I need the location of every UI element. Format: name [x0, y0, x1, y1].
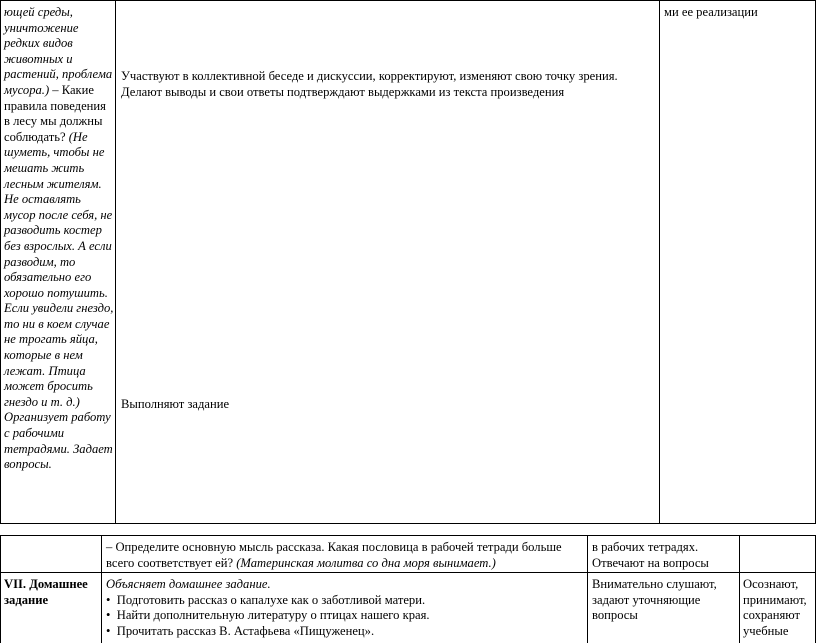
- bottom-table-divider-2: [587, 535, 588, 643]
- homework-result: Осознают, принимают, сохраняют учебные: [743, 577, 807, 638]
- proverb-answer: (Материнская молитва со дна моря вынимает.): [236, 555, 496, 570]
- bottom-table-divider-3: [739, 535, 740, 643]
- top-teacher-cell: [4, 5, 114, 473]
- homework-item: • Найти дополнительную литературу о птицах нашего края.: [106, 608, 430, 623]
- main-idea-question-text: – Определите основную мысль рассказа. Какая пословица в рабочей тетради больше всего соответствует ей?: [106, 540, 562, 570]
- bottom-table-divider-1: [101, 535, 102, 643]
- top-table-divider-1: [115, 0, 116, 524]
- homework-intro: Объясняет домашнее задание.: [106, 577, 271, 591]
- student-activity-line-1: Участвуют в коллективной беседе и дискуссии, корректируют, изменяют свою точку зрения.: [121, 69, 618, 83]
- homework-stage-title: VII. Домашнее задание: [4, 577, 88, 607]
- homework-item-text: Подготовить рассказ о капалухе как о заботливой матери.: [116, 592, 426, 607]
- bottom-table-border-top: [0, 535, 816, 536]
- top-table-border-top: [0, 0, 816, 1]
- teacher-italic-text-1: ющей среды, уничтожение редких видов животных и растений, проблема мусора.): [4, 5, 113, 97]
- teacher-question-text: – Какие правила поведения в лесу мы должны соблюдать?: [4, 82, 106, 144]
- homework-item-text: Прочитать рассказ В. Астафьева «Пищуженец».: [116, 623, 375, 638]
- bottom-table-border-left: [0, 535, 1, 643]
- main-idea-question: [106, 540, 584, 571]
- bottom-table-row-divider: [0, 572, 816, 573]
- student-activity-line-2: Делают выводы и свои ответы подтверждают выдержками из текста произведения: [121, 85, 565, 99]
- top-table-border-bottom: [0, 523, 816, 524]
- result-cell-text: ми ее реализации: [664, 5, 758, 19]
- homework-item: • Подготовить рассказ о капалухе как о заботливой матери.: [106, 592, 426, 607]
- homework-student-activity: Внимательно слушают, задают уточняющие вопросы: [592, 577, 717, 623]
- top-table-border-left: [0, 0, 1, 524]
- homework-teacher-cell: [106, 577, 584, 639]
- homework-item: • Прочитать рассказ В. Астафьева «Пищуженец».: [106, 623, 375, 638]
- top-table-divider-2: [659, 0, 660, 524]
- student-activity-line-3: Выполняют задание: [121, 397, 230, 411]
- workbook-student-activity: в рабочих тетрадях. Отвечают на вопросы: [592, 540, 709, 570]
- teacher-italic-text-2: (Не шуметь, чтобы не мешать жить лесным жителям. Не оставлять мусор после себя, не разводить костер без взрослых. А если разводим, то обязательно его хорошо потушить. Если увидели гнездо, то ни в коем случае не трогать яйца, которые в нем лежат. Птица может бросить гнездо и т. д.) Организует работу с рабочими тетрадями. Задает вопросы.: [4, 129, 114, 472]
- homework-item-text: Найти дополнительную литературу о птицах нашего края.: [116, 608, 430, 623]
